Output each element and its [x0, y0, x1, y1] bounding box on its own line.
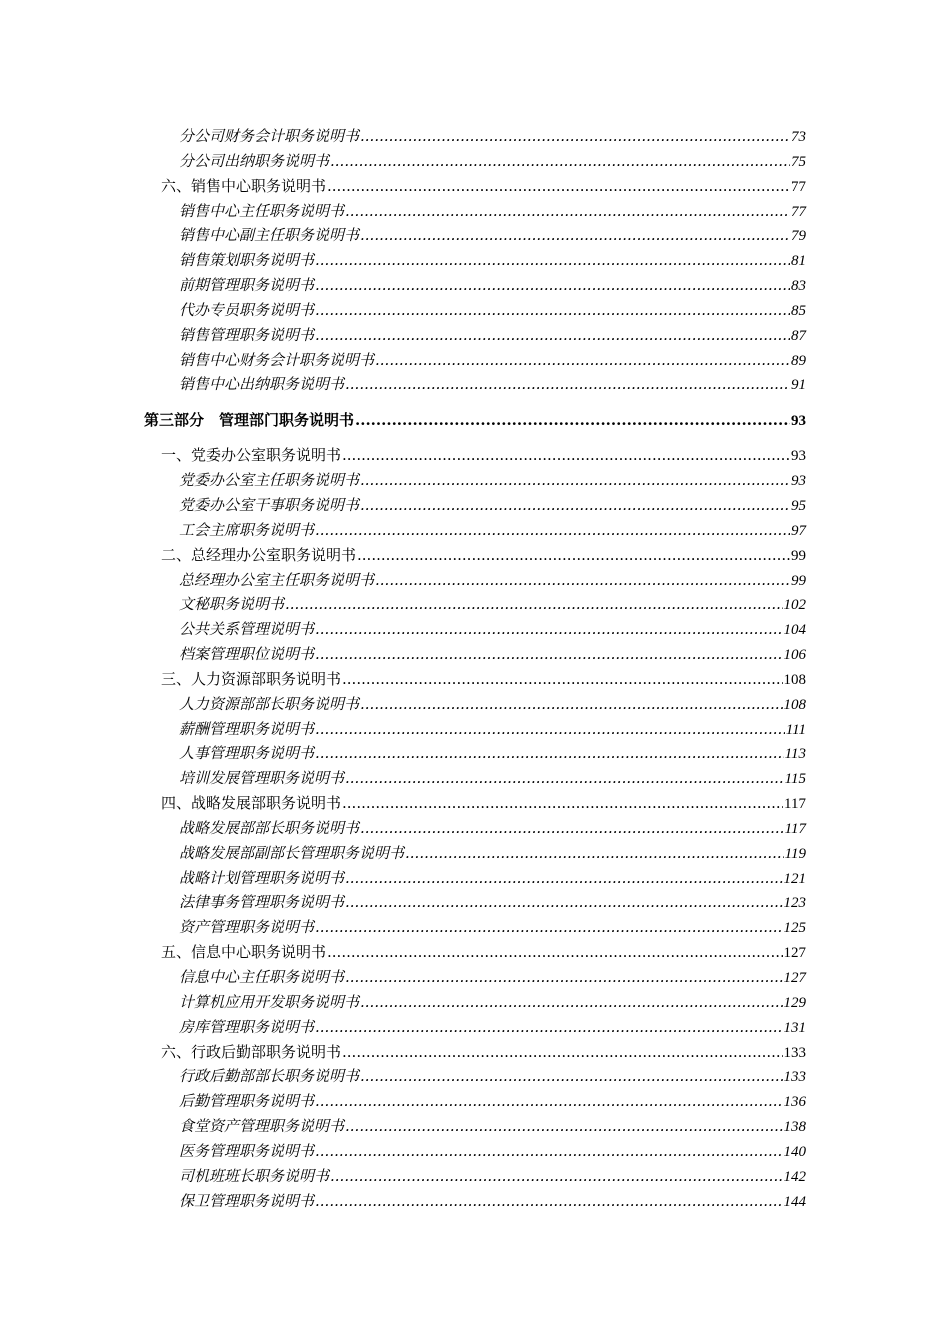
- toc-subsection-entry[interactable]: [0, 890, 950, 915]
- dot-leader: [405, 841, 784, 866]
- table-of-contents: [0, 124, 950, 1213]
- toc-subsection-entry[interactable]: [0, 866, 950, 891]
- toc-page-number: 83: [791, 278, 806, 295]
- dot-leader: [357, 543, 790, 568]
- toc-page-number: 108: [783, 696, 806, 713]
- toc-section-entry[interactable]: [0, 174, 950, 199]
- toc-entry-line: [179, 741, 806, 766]
- toc-entry-title: 医务管理职务说明书: [179, 1141, 315, 1160]
- toc-subsection-entry[interactable]: [0, 841, 950, 866]
- dot-leader: [345, 1114, 782, 1139]
- toc-section-entry[interactable]: [0, 940, 950, 965]
- toc-entry-title: 人力资源部部长职务说明书: [179, 694, 360, 713]
- toc-entry-line: [161, 940, 806, 965]
- dot-leader: [345, 199, 790, 224]
- dot-leader: [360, 1064, 782, 1089]
- toc-subsection-entry[interactable]: [0, 816, 950, 841]
- toc-page-number: 99: [791, 547, 806, 564]
- toc-entry-line: [179, 990, 806, 1015]
- toc-entry-line: [179, 692, 806, 717]
- toc-entry-title: 销售中心出纳职务说明书: [179, 375, 345, 394]
- toc-entry-line: [179, 642, 806, 667]
- toc-subsection-entry[interactable]: [0, 323, 950, 348]
- toc-subsection-entry[interactable]: [0, 766, 950, 791]
- toc-page-number: 93: [791, 448, 806, 465]
- toc-entry-line: [179, 223, 806, 248]
- dot-leader: [315, 642, 782, 667]
- toc-subsection-entry[interactable]: [0, 568, 950, 593]
- toc-page-number: 77: [791, 178, 806, 195]
- toc-entry-line: [179, 248, 806, 273]
- toc-entry-line: [179, 298, 806, 323]
- dot-leader: [327, 174, 790, 199]
- toc-page-number: 131: [783, 1019, 806, 1036]
- toc-entry-title: 薪酬管理职务说明书: [179, 719, 315, 738]
- toc-section-entry[interactable]: [0, 443, 950, 468]
- toc-page-number: 81: [791, 253, 806, 270]
- toc-page-number: 119: [784, 845, 806, 862]
- toc-subsection-entry[interactable]: [0, 372, 950, 397]
- toc-entry-line: [179, 617, 806, 642]
- toc-entry-title: 法律事务管理职务说明书: [179, 893, 345, 912]
- toc-page-number: 127: [783, 945, 806, 962]
- toc-subsection-entry[interactable]: [0, 642, 950, 667]
- dot-leader: [360, 816, 784, 841]
- toc-entry-line: [179, 592, 806, 617]
- toc-entry-line: [179, 372, 806, 397]
- toc-entry-title: 三、人力资源部职务说明书: [161, 669, 342, 688]
- toc-page-number: 113: [784, 746, 806, 763]
- dot-leader: [315, 323, 790, 348]
- toc-entry-title: 战略发展部部长职务说明书: [179, 818, 360, 837]
- toc-entry-title: 保卫管理职务说明书: [179, 1191, 315, 1210]
- toc-page-number: 127: [783, 970, 806, 986]
- toc-entry-title: 总经理办公室主任职务说明书: [179, 570, 375, 589]
- toc-entry-line: [161, 791, 806, 816]
- toc-entry-line: [179, 1064, 806, 1089]
- toc-entry-title: 资产管理职务说明书: [179, 918, 315, 937]
- toc-part-heading[interactable]: [0, 401, 950, 439]
- toc-subsection-entry[interactable]: [0, 199, 950, 224]
- toc-page-number: 93: [791, 473, 806, 490]
- toc-entry-line: [179, 149, 806, 174]
- toc-page-number: 99: [791, 572, 806, 589]
- toc-entry-line: [179, 766, 806, 791]
- toc-subsection-entry[interactable]: [0, 915, 950, 940]
- toc-page-number: 117: [784, 820, 806, 837]
- toc-entry-title: 六、销售中心职务说明书: [161, 176, 327, 195]
- toc-subsection-entry[interactable]: [0, 692, 950, 717]
- toc-entry-line: [161, 174, 806, 199]
- toc-subsection-entry[interactable]: [0, 518, 950, 543]
- toc-entry-title: 二、总经理办公室职务说明书: [161, 545, 357, 564]
- toc-entry-line: [179, 1139, 806, 1164]
- dot-leader: [327, 940, 782, 965]
- toc-subsection-entry[interactable]: [0, 348, 950, 373]
- dot-leader: [330, 149, 790, 174]
- toc-page-number: 117: [784, 796, 806, 813]
- toc-entry-line: [179, 965, 806, 990]
- dot-leader: [285, 592, 782, 617]
- toc-subsection-entry[interactable]: [0, 1089, 950, 1114]
- dot-leader: [330, 1164, 782, 1189]
- toc-entry-line: [179, 568, 806, 593]
- toc-subsection-entry[interactable]: [0, 1015, 950, 1040]
- toc-entry-title: 司机班班长职务说明书: [179, 1166, 330, 1185]
- toc-subsection-entry[interactable]: [0, 273, 950, 298]
- dot-leader: [315, 617, 782, 642]
- dot-leader: [315, 741, 784, 766]
- toc-page-number: 95: [791, 497, 806, 514]
- toc-subsection-entry[interactable]: [0, 1064, 950, 1089]
- dot-leader: [360, 468, 790, 493]
- toc-page-number: 108: [783, 671, 806, 688]
- toc-entry-line: [179, 493, 806, 518]
- dot-leader: [360, 493, 790, 518]
- toc-page-number: 136: [783, 1094, 806, 1111]
- toc-section-entry[interactable]: [0, 1040, 950, 1065]
- toc-page-number: 73: [791, 129, 806, 145]
- dot-leader: [345, 866, 782, 891]
- toc-entry-line: [161, 443, 806, 468]
- toc-subsection-entry[interactable]: [0, 298, 950, 323]
- toc-entry-title: 党委办公室干事职务说明书: [179, 495, 360, 514]
- toc-entry-title: 信息中心主任职务说明书: [179, 968, 345, 986]
- toc-page-number: 123: [783, 895, 806, 912]
- toc-page-number: 77: [791, 203, 806, 220]
- toc-page-number: 133: [783, 1069, 806, 1086]
- dot-leader: [345, 965, 782, 990]
- dot-leader: [315, 1015, 782, 1040]
- dot-leader: [375, 568, 790, 593]
- toc-page-number: 133: [783, 1044, 806, 1061]
- toc-entry-line: [179, 518, 806, 543]
- toc-subsection-entry[interactable]: [0, 493, 950, 518]
- toc-subsection-entry[interactable]: [0, 617, 950, 642]
- toc-entry-title: 六、行政后勤部职务说明书: [161, 1042, 342, 1061]
- dot-leader: [315, 298, 790, 323]
- dot-leader: [360, 223, 790, 248]
- toc-page-number: 144: [783, 1193, 806, 1210]
- toc-subsection-entry[interactable]: [0, 124, 950, 149]
- toc-entry-title: 档案管理职位说明书: [179, 645, 315, 664]
- toc-entry-title: 四、战略发展部职务说明书: [161, 794, 342, 813]
- dot-leader: [360, 990, 782, 1015]
- toc-entry-line: [179, 915, 806, 940]
- toc-subsection-entry[interactable]: [0, 149, 950, 174]
- toc-subsection-entry[interactable]: [0, 1189, 950, 1214]
- toc-entry-line: [161, 1040, 806, 1065]
- toc-entry-line: [179, 468, 806, 493]
- toc-entry-title: 后勤管理职务说明书: [179, 1092, 315, 1111]
- toc-entry-title: 战略计划管理职务说明书: [179, 868, 345, 887]
- toc-page-number: 93: [791, 413, 806, 430]
- toc-entry-line: [179, 1114, 806, 1139]
- toc-entry-title: 销售管理职务说明书: [179, 325, 315, 344]
- toc-entry-title: 计算机应用开发职务说明书: [179, 992, 360, 1011]
- dot-leader: [375, 348, 790, 373]
- toc-entry-title: 销售中心财务会计职务说明书: [179, 350, 375, 369]
- toc-entry-line: [179, 273, 806, 298]
- toc-page-number: 97: [791, 522, 806, 539]
- dot-leader: [342, 443, 790, 468]
- dot-leader: [315, 1139, 782, 1164]
- toc-entry-title: 人事管理职务说明书: [179, 744, 315, 763]
- toc-page-number: 115: [784, 771, 806, 788]
- toc-page-number: 91: [791, 377, 806, 394]
- toc-subsection-entry[interactable]: [0, 1114, 950, 1139]
- dot-leader: [315, 915, 782, 940]
- dot-leader: [345, 890, 782, 915]
- toc-entry-title: 培训发展管理职务说明书: [179, 769, 345, 788]
- toc-entry-line: [179, 1189, 806, 1214]
- toc-page-number: 106: [783, 647, 806, 664]
- toc-entry-line: [144, 401, 806, 439]
- toc-page-number: 104: [783, 622, 806, 639]
- toc-subsection-entry[interactable]: [0, 592, 950, 617]
- toc-subsection-entry[interactable]: [0, 741, 950, 766]
- toc-entry-title: 文秘职务说明书: [179, 595, 285, 614]
- toc-entry-line: [179, 199, 806, 224]
- toc-entry-title: 分公司出纳职务说明书: [179, 151, 330, 170]
- dot-leader: [315, 1189, 782, 1214]
- toc-entry-title: 房库管理职务说明书: [179, 1017, 315, 1036]
- toc-entry-title: 分公司财务会计职务说明书: [179, 127, 360, 145]
- toc-entry-line: [179, 124, 806, 149]
- toc-entry-line: [161, 667, 806, 692]
- toc-page-number: 140: [783, 1143, 806, 1160]
- dot-leader: [345, 766, 784, 791]
- toc-page-number: 79: [791, 228, 806, 245]
- toc-entry-title: 党委办公室主任职务说明书: [179, 471, 360, 490]
- toc-section-entry[interactable]: [0, 791, 950, 816]
- toc-entry-title: 代办专员职务说明书: [179, 300, 315, 319]
- toc-entry-line: [179, 866, 806, 891]
- toc-page-number: 129: [783, 994, 806, 1011]
- dot-leader: [342, 1040, 782, 1065]
- dot-leader: [315, 717, 785, 742]
- toc-subsection-entry[interactable]: [0, 965, 950, 990]
- toc-entry-title: 销售策划职务说明书: [179, 251, 315, 270]
- toc-page-number: 89: [791, 352, 806, 369]
- toc-page-number: 142: [783, 1168, 806, 1185]
- dot-leader: [315, 248, 790, 273]
- toc-entry-title: 食堂资产管理职务说明书: [179, 1117, 345, 1136]
- toc-page-number: 121: [783, 870, 806, 887]
- toc-entry-title: 销售中心副主任职务说明书: [179, 226, 360, 245]
- toc-entry-title: 公共关系管理说明书: [179, 620, 315, 639]
- toc-entry-title: 战略发展部副部长管理职务说明书: [179, 843, 405, 862]
- toc-subsection-entry[interactable]: [0, 717, 950, 742]
- dot-leader: [315, 518, 790, 543]
- dot-leader: [345, 372, 790, 397]
- toc-page-number: 125: [783, 920, 806, 937]
- toc-section-entry[interactable]: [0, 667, 950, 692]
- toc-entry-title: 五、信息中心职务说明书: [161, 943, 327, 962]
- toc-entry-title: 销售中心主任职务说明书: [179, 201, 345, 220]
- dot-leader: [360, 692, 782, 717]
- toc-entry-line: [179, 1089, 806, 1114]
- dot-leader: [315, 1089, 782, 1114]
- toc-entry-line: [179, 323, 806, 348]
- toc-entry-line: [179, 816, 806, 841]
- dot-leader: [315, 273, 790, 298]
- toc-section-entry[interactable]: [0, 543, 950, 568]
- toc-entry-line: [179, 890, 806, 915]
- toc-entry-title: 一、党委办公室职务说明书: [161, 446, 342, 465]
- toc-entry-title: 行政后勤部部长职务说明书: [179, 1067, 360, 1086]
- toc-entry-title: 第三部分 管理部门职务说明书: [144, 411, 355, 430]
- toc-page-number: 75: [791, 153, 806, 170]
- dot-leader: [342, 667, 782, 692]
- dot-leader: [355, 401, 790, 439]
- toc-entry-line: [179, 717, 806, 742]
- toc-page-number: 87: [791, 327, 806, 344]
- toc-subsection-entry[interactable]: [0, 990, 950, 1015]
- toc-subsection-entry[interactable]: [0, 1164, 950, 1189]
- toc-page-number: 111: [785, 721, 806, 738]
- toc-entry-line: [179, 1164, 806, 1189]
- toc-subsection-entry[interactable]: [0, 468, 950, 493]
- toc-entry-line: [179, 348, 806, 373]
- toc-entry-title: 前期管理职务说明书: [179, 276, 315, 295]
- toc-subsection-entry[interactable]: [0, 1139, 950, 1164]
- toc-entry-line: [161, 543, 806, 568]
- dot-leader: [342, 791, 783, 816]
- toc-subsection-entry[interactable]: [0, 248, 950, 273]
- toc-entry-line: [179, 1015, 806, 1040]
- toc-page-number: 138: [783, 1119, 806, 1136]
- toc-entry-title: 工会主席职务说明书: [179, 520, 315, 539]
- toc-subsection-entry[interactable]: [0, 223, 950, 248]
- toc-entry-line: [179, 841, 806, 866]
- toc-page-number: 85: [791, 302, 806, 319]
- toc-page-number: 102: [783, 597, 806, 614]
- dot-leader: [360, 124, 790, 149]
